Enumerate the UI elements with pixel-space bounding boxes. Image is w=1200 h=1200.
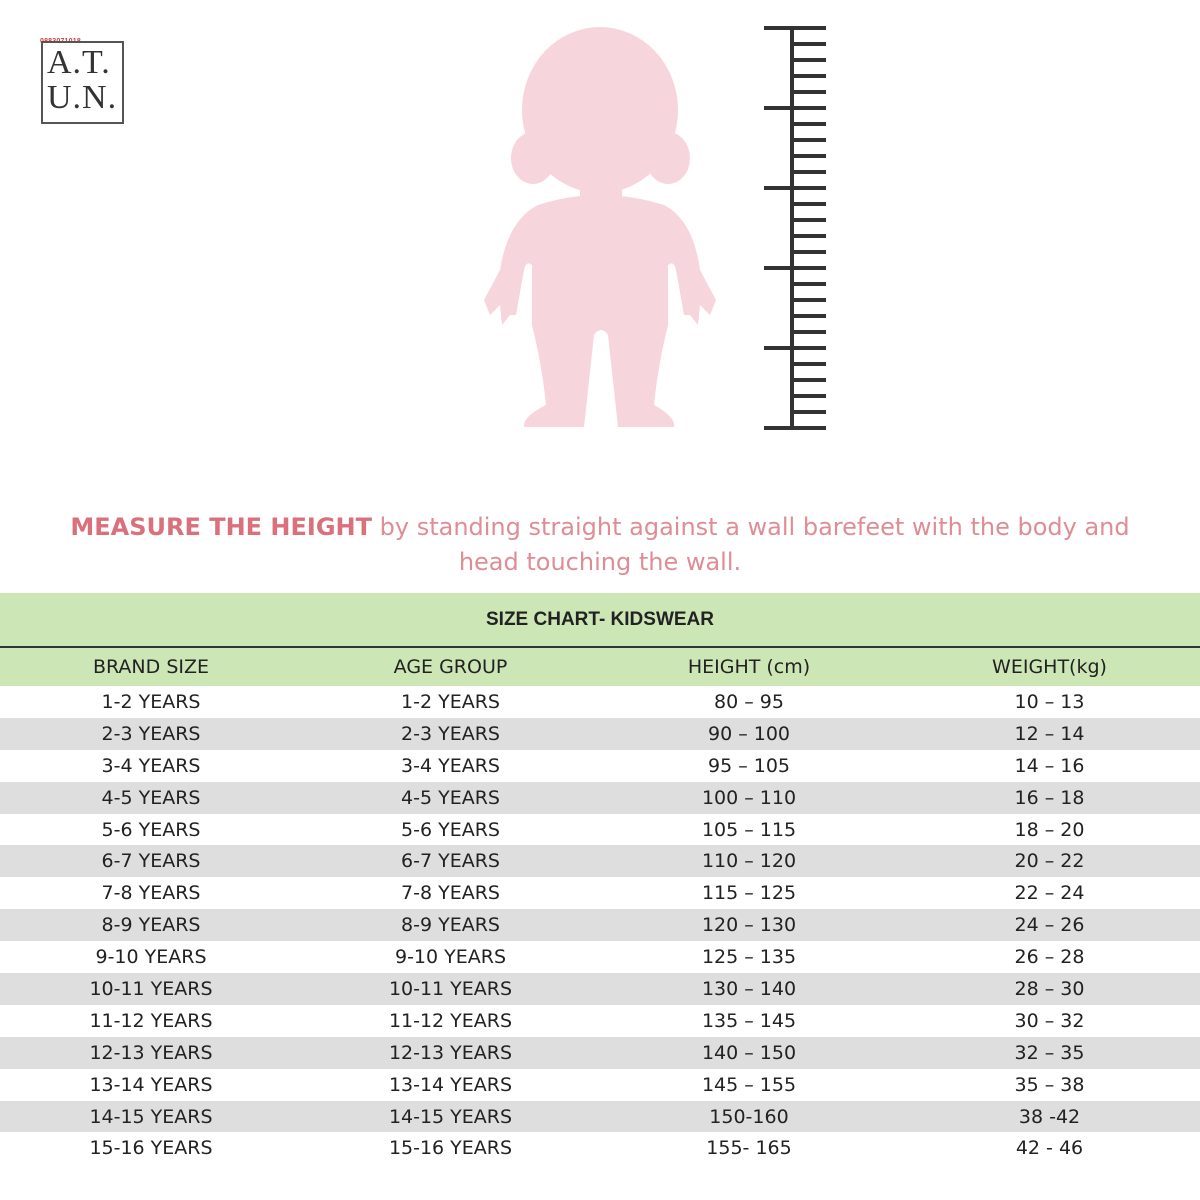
weight-cell: 18 – 20 — [899, 814, 1200, 846]
ruler-major-tick — [764, 186, 826, 190]
size-chart — [0, 593, 1200, 1164]
measure-instructions — [60, 510, 1140, 580]
weight-cell: 38 -42 — [899, 1101, 1200, 1133]
table-row — [0, 1132, 1200, 1164]
ruler-minor-tick — [792, 362, 826, 366]
weight-cell: 22 – 24 — [899, 877, 1200, 909]
ruler-major-tick — [764, 346, 826, 350]
brand-size-cell: 10-11 YEARS — [0, 973, 302, 1005]
height-cell: 120 – 130 — [599, 909, 899, 941]
age-group-cell: 15-16 YEARS — [302, 1132, 599, 1164]
weight-cell: 16 – 18 — [899, 782, 1200, 814]
table-row — [0, 750, 1200, 782]
ruler-major-tick — [764, 266, 826, 270]
height-cell: 95 – 105 — [599, 750, 899, 782]
ruler-minor-tick — [792, 90, 826, 94]
brand-size-cell: 15-16 YEARS — [0, 1132, 302, 1164]
height-cell: 90 – 100 — [599, 718, 899, 750]
ruler-minor-tick — [792, 394, 826, 398]
weight-cell: 14 – 16 — [899, 750, 1200, 782]
table-row — [0, 1101, 1200, 1133]
ruler-minor-tick — [792, 154, 826, 158]
weight-cell: 20 – 22 — [899, 845, 1200, 877]
table-header-row — [0, 648, 1200, 686]
weight-cell: 10 – 13 — [899, 686, 1200, 718]
ruler-major-tick — [764, 106, 826, 110]
height-cell: 105 – 115 — [599, 814, 899, 846]
ruler-minor-tick — [792, 250, 826, 254]
ruler-minor-tick — [792, 138, 826, 142]
age-group-cell: 7-8 YEARS — [302, 877, 599, 909]
height-cell: 130 – 140 — [599, 973, 899, 1005]
brand-size-cell: 3-4 YEARS — [0, 750, 302, 782]
header-brand-size: BRAND SIZE — [0, 648, 302, 686]
brand-size-cell: 4-5 YEARS — [0, 782, 302, 814]
height-ruler-icon — [760, 24, 830, 434]
age-group-cell: 11-12 YEARS — [302, 1005, 599, 1037]
ruler-minor-tick — [792, 298, 826, 302]
height-cell: 100 – 110 — [599, 782, 899, 814]
table-row — [0, 1037, 1200, 1069]
table-row — [0, 782, 1200, 814]
header-weight: WEIGHT(kg) — [899, 648, 1200, 686]
chart-title: SIZE CHART- KIDSWEAR — [0, 593, 1200, 648]
age-group-cell: 1-2 YEARS — [302, 686, 599, 718]
table-body — [0, 686, 1200, 1164]
ruler-minor-tick — [792, 218, 826, 222]
weight-cell: 42 - 46 — [899, 1132, 1200, 1164]
height-cell: 145 – 155 — [599, 1069, 899, 1101]
ruler-minor-tick — [792, 202, 826, 206]
weight-cell: 24 – 26 — [899, 909, 1200, 941]
table-row — [0, 686, 1200, 718]
brand-size-cell: 11-12 YEARS — [0, 1005, 302, 1037]
brand-size-cell: 14-15 YEARS — [0, 1101, 302, 1133]
instructions-highlight: MEASURE THE HEIGHT — [70, 513, 372, 541]
table-row — [0, 941, 1200, 973]
height-cell: 155- 165 — [599, 1132, 899, 1164]
header-height: HEIGHT (cm) — [599, 648, 899, 686]
brand-size-cell: 5-6 YEARS — [0, 814, 302, 846]
logo-tag: 0883071018 — [40, 38, 81, 45]
age-group-cell: 4-5 YEARS — [302, 782, 599, 814]
ruler-minor-tick — [792, 410, 826, 414]
age-group-cell: 10-11 YEARS — [302, 973, 599, 1005]
weight-cell: 12 – 14 — [899, 718, 1200, 750]
age-group-cell: 5-6 YEARS — [302, 814, 599, 846]
height-cell: 110 – 120 — [599, 845, 899, 877]
weight-cell: 32 – 35 — [899, 1037, 1200, 1069]
ruler-minor-tick — [792, 282, 826, 286]
instructions-text: by standing straight against a wall barefeet with the body and head touching the wall. — [372, 513, 1130, 576]
logo-line-1: A.T. — [47, 44, 111, 81]
brand-size-cell: 1-2 YEARS — [0, 686, 302, 718]
age-group-cell: 6-7 YEARS — [302, 845, 599, 877]
brand-size-cell: 7-8 YEARS — [0, 877, 302, 909]
ruler-minor-tick — [792, 42, 826, 46]
age-group-cell: 8-9 YEARS — [302, 909, 599, 941]
ruler-minor-tick — [792, 122, 826, 126]
brand-size-cell: 12-13 YEARS — [0, 1037, 302, 1069]
ruler-major-tick — [764, 26, 826, 30]
table-row — [0, 1005, 1200, 1037]
ruler-minor-tick — [792, 378, 826, 382]
weight-cell: 30 – 32 — [899, 1005, 1200, 1037]
table-row — [0, 909, 1200, 941]
table-row — [0, 877, 1200, 909]
age-group-cell: 14-15 YEARS — [302, 1101, 599, 1133]
brand-logo — [41, 41, 124, 124]
weight-cell: 35 – 38 — [899, 1069, 1200, 1101]
size-table — [0, 648, 1200, 1164]
weight-cell: 26 – 28 — [899, 941, 1200, 973]
ruler-minor-tick — [792, 314, 826, 318]
age-group-cell: 3-4 YEARS — [302, 750, 599, 782]
ruler-minor-tick — [792, 234, 826, 238]
table-row — [0, 973, 1200, 1005]
brand-size-cell: 6-7 YEARS — [0, 845, 302, 877]
logo-line-2: U.N. — [47, 79, 118, 116]
ruler-major-tick — [764, 426, 826, 430]
height-cell: 135 – 145 — [599, 1005, 899, 1037]
table-row — [0, 845, 1200, 877]
brand-size-cell: 8-9 YEARS — [0, 909, 302, 941]
brand-size-cell: 9-10 YEARS — [0, 941, 302, 973]
ruler-spine — [790, 26, 794, 430]
height-cell: 125 – 135 — [599, 941, 899, 973]
brand-size-cell: 13-14 YEARS — [0, 1069, 302, 1101]
table-row — [0, 1069, 1200, 1101]
age-group-cell: 12-13 YEARS — [302, 1037, 599, 1069]
brand-size-cell: 2-3 YEARS — [0, 718, 302, 750]
age-group-cell: 13-14 YEARS — [302, 1069, 599, 1101]
header-age-group: AGE GROUP — [302, 648, 599, 686]
height-cell: 150-160 — [599, 1101, 899, 1133]
ruler-minor-tick — [792, 74, 826, 78]
height-cell: 140 – 150 — [599, 1037, 899, 1069]
table-row — [0, 718, 1200, 750]
height-cell: 80 – 95 — [599, 686, 899, 718]
ruler-minor-tick — [792, 170, 826, 174]
weight-cell: 28 – 30 — [899, 973, 1200, 1005]
age-group-cell: 2-3 YEARS — [302, 718, 599, 750]
ruler-minor-tick — [792, 330, 826, 334]
table-row — [0, 814, 1200, 846]
height-cell: 115 – 125 — [599, 877, 899, 909]
age-group-cell: 9-10 YEARS — [302, 941, 599, 973]
ruler-minor-tick — [792, 58, 826, 62]
child-silhouette-icon — [478, 25, 728, 435]
